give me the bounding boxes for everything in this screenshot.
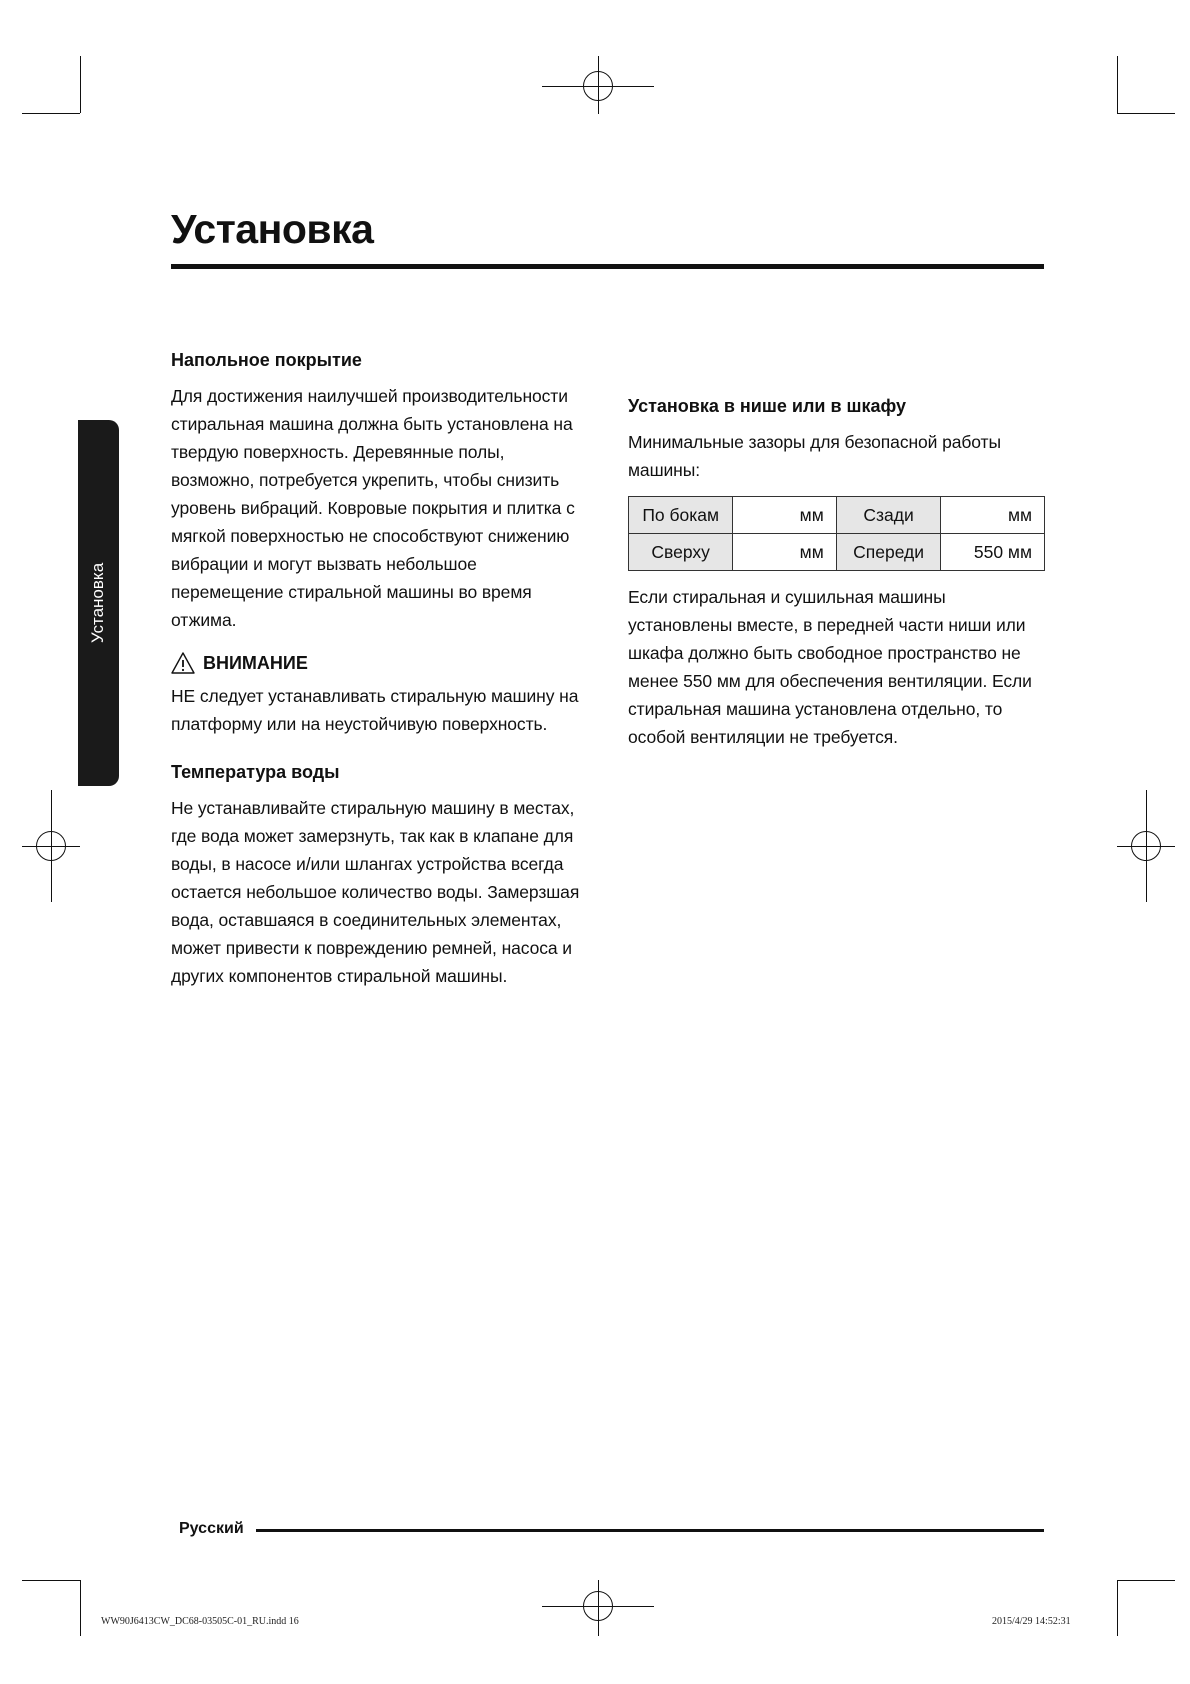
warning-heading [171, 652, 591, 674]
crop-mark [80, 56, 81, 113]
table-cell-value: мм [733, 497, 836, 534]
table-row [629, 534, 1045, 571]
warning-triangle-icon [171, 652, 195, 674]
niche-intro: Минимальные зазоры для безопасной работы машины: [628, 432, 1001, 480]
side-tab-label: Установка [88, 562, 108, 644]
crop-mark [1117, 1580, 1175, 1581]
left-column [171, 348, 591, 990]
niche-text: Если стиральная и сушильная машины установлены вместе, в передней части ниши или шкафа должно быть свободное пространство не менее 550 мм для обеспечения вентиляции. Если стиральная машина установлена отдельно, то особой вентиляции не требуется. [628, 587, 1032, 747]
table-cell-label: Сзади [836, 497, 941, 534]
table-cell-value: мм [733, 534, 836, 571]
registration-circle [1131, 831, 1161, 861]
page-title: Установка [171, 206, 374, 252]
crop-mark [1117, 56, 1118, 113]
crop-mark [22, 1580, 80, 1581]
water-temp-text: Не устанавливайте стиральную машину в местах, где вода может замерзнуть, так как в клапане для воды, в насосе и/или шлангах устройства всегда остается небольшое количество воды. Замерзшая вода, оставшаяся в соединительных элементах, может привести к повреждению ремней, насоса и других компонентов стиральной машины. [171, 798, 580, 986]
table-cell-value: 550 мм [941, 534, 1045, 571]
table-cell-label: По бокам [629, 497, 733, 534]
right-column [628, 394, 1048, 751]
crop-mark [1117, 1580, 1118, 1636]
table-cell-label: Сверху [629, 534, 733, 571]
crop-mark [22, 113, 80, 114]
table-cell-value: мм [941, 497, 1045, 534]
registration-circle [583, 1591, 613, 1621]
crop-mark [80, 1580, 81, 1636]
footer-rule [256, 1529, 1044, 1532]
side-tab [78, 420, 119, 786]
warning-label: ВНИМАНИЕ [203, 652, 308, 673]
clearance-table [628, 496, 1045, 571]
table-cell-label: Спереди [836, 534, 941, 571]
water-temp-heading: Температура воды [171, 762, 340, 782]
table-row [629, 497, 1045, 534]
print-slug-date: 2015/4/29 14:52:31 [992, 1616, 1071, 1627]
floor-text: Для достижения наилучшей производительности стиральная машина должна быть установлена на твердую поверхность. Деревянные полы, возможно, потребуется укрепить, чтобы снизить уровень вибраций. Ковровые покрытия и плитка с мягкой поверхностью не способствуют снижению вибрации и могут вызвать небольшое перемещение стиральной машины во время отжима. [171, 386, 575, 630]
niche-heading: Установка в нише или в шкафу [628, 396, 907, 416]
crop-mark [1117, 113, 1175, 114]
registration-circle [583, 71, 613, 101]
title-rule [171, 264, 1044, 269]
print-slug-file: WW90J6413CW_DC68-03505C-01_RU.indd 16 [101, 1616, 299, 1627]
registration-circle [36, 831, 66, 861]
footer-language: Русский [179, 1520, 244, 1537]
floor-heading: Напольное покрытие [171, 350, 362, 370]
warning-text: НЕ следует устанавливать стиральную машину на платформу или на неустойчивую поверхность. [171, 686, 579, 734]
